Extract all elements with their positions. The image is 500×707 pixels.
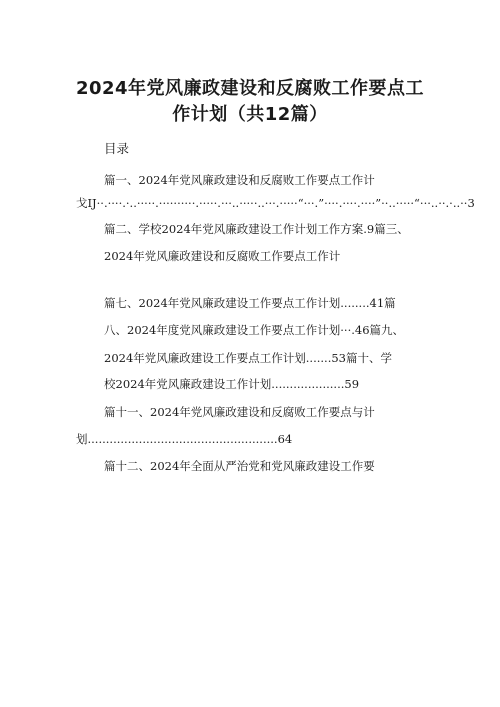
toc-line: 篇七、2024年党风廉政建设工作要点工作计划........41篇 (104, 296, 396, 310)
toc-line: 2024年党风廉政建设和反腐败工作要点工作计 (104, 249, 341, 263)
toc-line: 2024年党风廉政建设工作要点工作计划.......53篇十、学 (104, 351, 392, 365)
toc-heading: 目录 (104, 141, 130, 156)
document-title-line-2: 作计划（共12篇） (172, 104, 328, 125)
toc-line: 校2024年党风廉政建设工作计划....................59 (104, 377, 360, 391)
toc-line: 篇一、2024年党风廉政建设和反腐败工作要点工作计 (104, 173, 375, 187)
document-title-line-1: 2024年党风廉政建设和反腐败工作要点工 (75, 78, 425, 99)
toc-line: 篇二、学校2024年党风廉政建设工作计划工作方案.9篇三、 (104, 222, 409, 236)
toc-line: 戈IJ··.····.·..·····.··········.·····.···..·····..···.·····“···.”····.····.····”··..·····“···..··.·..··3 (76, 196, 475, 210)
toc-line: 划....................................................64 (76, 432, 293, 446)
toc-line: 八、2024年度党风廉政建设工作要点工作计划···.46篇九、 (104, 323, 405, 337)
toc-line: 篇十二、2024年全面从严治党和党风廉政建设工作要 (104, 459, 375, 473)
toc-line: 篇十一、2024年党风廉政建设和反腐败工作要点与计 (104, 405, 375, 419)
